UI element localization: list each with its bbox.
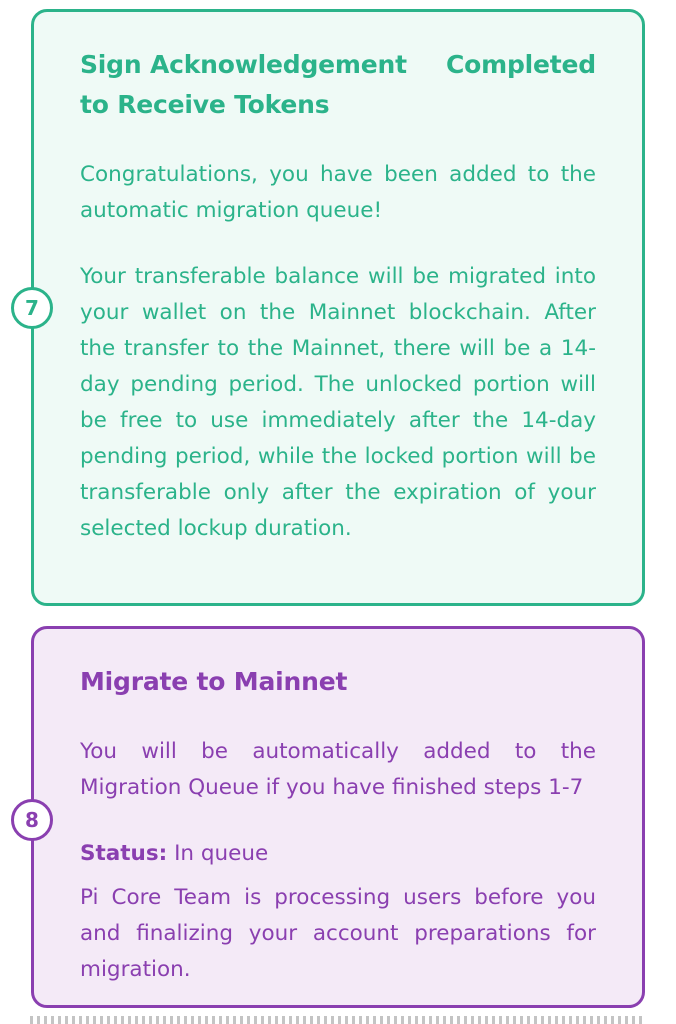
step-8-status-line (80, 836, 596, 872)
step-7-paragraph-2: Your transferable balance will be migrated into your wallet on the Mainnet blockchain. After the transfer to the Mainnet, there will be a 14-day pending period. The unlocked portion will be free to use immediately after the 14-day pending period, while the locked portion will be transferable only after the expiration of your selected lockup duration. (80, 264, 596, 541)
step-7-status: Completed (446, 50, 596, 79)
next-content-cutoff (30, 1016, 646, 1024)
step-8-card (25, 626, 645, 1008)
step-8-paragraph-1: You will be automatically added to the Migration Queue if you have finished steps 1-7 (80, 739, 596, 800)
step-7-paragraph-1: Congratulations, you have been added to the automatic migration queue! (80, 162, 596, 223)
status-value: In queue (174, 841, 269, 866)
step-8-header (80, 662, 596, 702)
status-label: Status: (80, 841, 168, 866)
step-8-paragraph-2: Pi Core Team is processing users before you and finalizing your account preparations for migration. (80, 885, 596, 982)
step-7-header (80, 45, 596, 125)
step-7-card (25, 9, 645, 606)
step-number-badge: 7 (11, 287, 53, 329)
step-number-badge: 8 (11, 799, 53, 841)
step-7-title: Sign Acknowledgement to Receive Tokens (80, 50, 407, 119)
step-8-title: Migrate to Mainnet (80, 667, 348, 696)
